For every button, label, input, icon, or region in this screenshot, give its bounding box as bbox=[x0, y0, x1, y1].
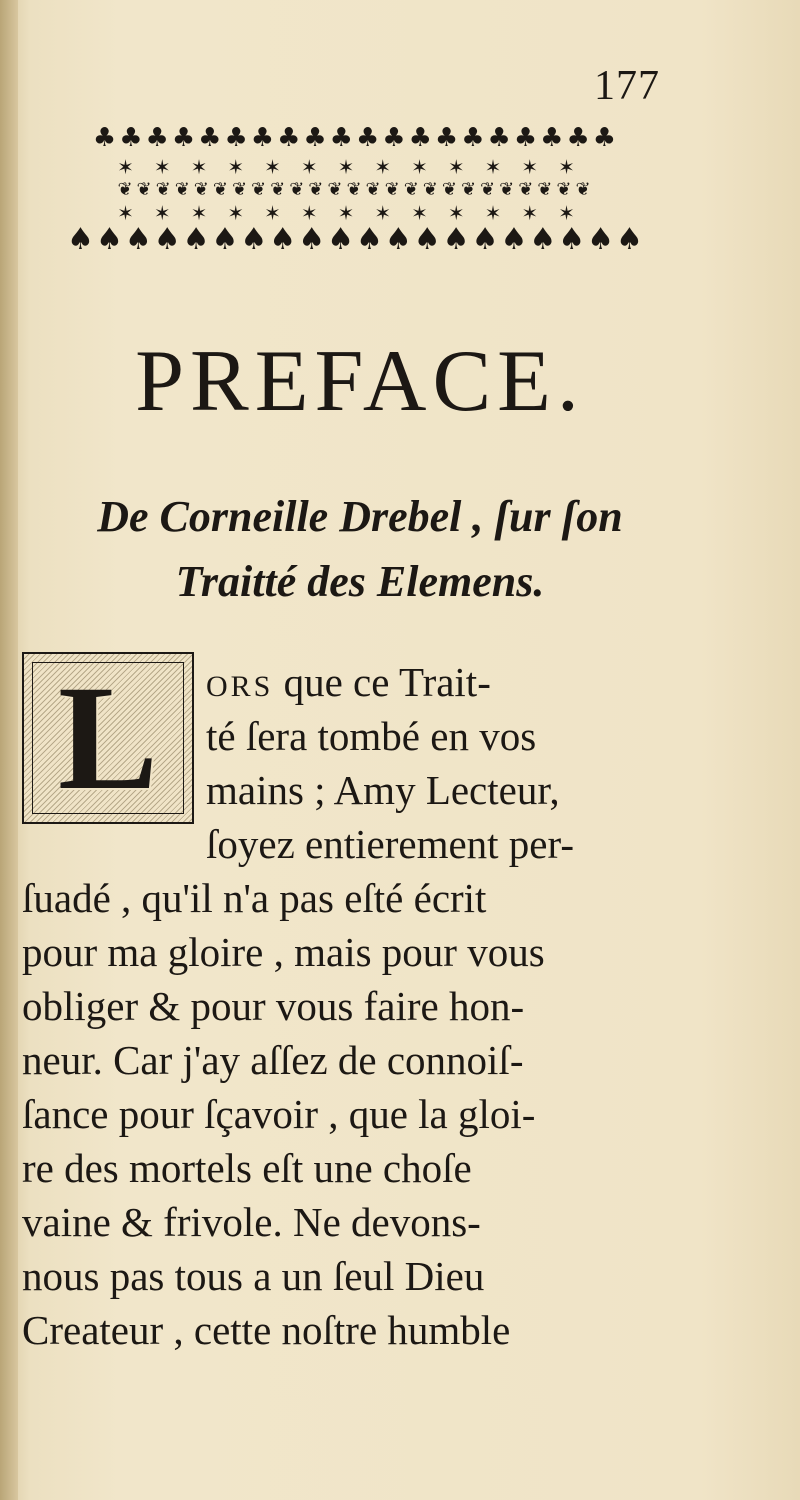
body-line: ſance pour ſçavoir , que la gloi- bbox=[22, 1091, 536, 1137]
body-line: té ſera tombé en vos bbox=[206, 713, 537, 759]
ornament-row-middle: ❦❦❦❦❦❦❦❦❦❦❦❦❦❦❦❦❦❦❦❦❦❦❦❦❦ bbox=[117, 181, 595, 199]
body-line: re des mortels eſt une choſe bbox=[22, 1145, 472, 1191]
body-line bbox=[206, 659, 491, 705]
ornament-row-bottom: ♠♠♠♠♠♠♠♠♠♠♠♠♠♠♠♠♠♠♠♠ bbox=[67, 225, 645, 255]
body-line: obliger & pour vous faire hon- bbox=[22, 983, 525, 1029]
ornament-row-stars: ✶✶✶✶✶✶✶✶✶✶✶✶✶ bbox=[117, 157, 595, 177]
decorated-initial-frame bbox=[32, 655, 184, 821]
body-line: Createur , cette noſtre humble bbox=[22, 1307, 511, 1353]
body-line: pour ma gloire , mais pour vous bbox=[22, 929, 545, 975]
body-line: mains ; Amy Lecteur, bbox=[206, 767, 560, 813]
initial-letter: L bbox=[57, 655, 159, 821]
ornament-row-top: ♣♣♣♣♣♣♣♣♣♣♣♣♣♣♣♣♣♣♣♣ bbox=[92, 125, 620, 151]
body-line: ſuadé , qu'il n'a pas eſté écrit bbox=[22, 875, 487, 921]
ornament-row-stars-lower: ✶✶✶✶✶✶✶✶✶✶✶✶✶ bbox=[117, 203, 595, 223]
body-text: que ce Trait- bbox=[273, 659, 491, 705]
ornamental-headpiece bbox=[56, 125, 656, 305]
body-line: neur. Car j'ay aſſez de connoiſ- bbox=[22, 1037, 524, 1083]
binding-gutter bbox=[0, 0, 18, 1500]
subtitle-line-2: Traitté des Elemens. bbox=[175, 557, 545, 606]
page-title: PREFACE. bbox=[135, 333, 585, 430]
body-line: ſoyez entierement per- bbox=[206, 821, 574, 867]
page-number: 177 bbox=[594, 63, 660, 109]
small-caps-opening: ORS bbox=[206, 670, 274, 703]
subtitle-line-1: De Corneille Drebel , ſur ſon bbox=[97, 492, 623, 541]
body-line: nous pas tous a un ſeul Dieu bbox=[22, 1253, 485, 1299]
body-line: vaine & frivole. Ne devons- bbox=[22, 1199, 481, 1245]
decorated-initial bbox=[22, 652, 194, 824]
